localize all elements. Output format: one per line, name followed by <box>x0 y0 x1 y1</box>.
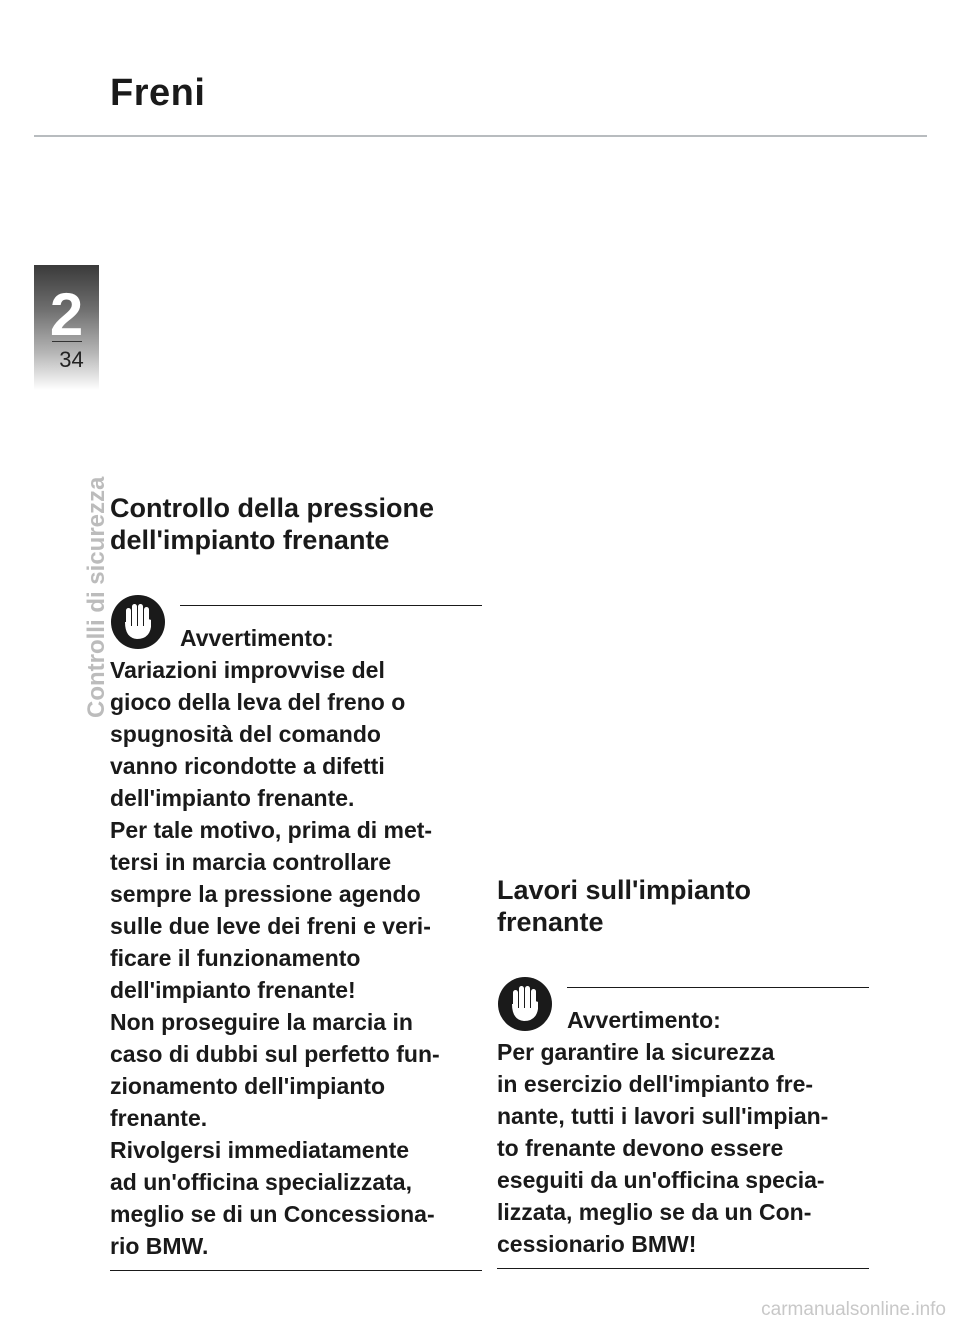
watermark: carmanualsonline.info <box>761 1299 946 1320</box>
chapter-tab <box>34 265 99 390</box>
section-side-label: Controlli di sicurezza <box>83 476 110 718</box>
stop-hand-icon <box>110 594 166 650</box>
warning-end-rule <box>497 1268 869 1269</box>
chapter-divider <box>52 341 82 342</box>
warning-label: Avvertimento: <box>180 625 334 651</box>
brake-pressure-section <box>110 492 482 1271</box>
stop-hand-icon <box>497 976 553 1032</box>
chapter-number: 2 <box>49 281 84 348</box>
brake-work-section <box>497 874 869 1269</box>
title-divider <box>34 135 927 137</box>
section-heading: Lavori sull'impianto frenante <box>497 875 751 937</box>
warning-end-rule <box>110 1270 482 1271</box>
warning-rule <box>567 987 869 988</box>
page-title: Freni <box>110 72 206 114</box>
page-number: 34 <box>59 347 84 372</box>
warning-header <box>497 976 869 1036</box>
warning-text: Per garantire la sicurezza in esercizio dell'impianto fre- nante, tutti i lavori sull'impian- to frenante devono essere eseguiti da un'officina specia- lizzata, meglio se da un Con- cessionario BMW! <box>497 1039 829 1257</box>
section-heading: Controllo della pressione dell'impianto frenante <box>110 493 435 555</box>
warning-text: Variazioni improvvise del gioco della leva del freno o spugnosità del comando vanno ricondotte a difetti dell'impianto frenante. Per tale motivo, prima di met- tersi in marcia controllare sempre la pressione agendo sulle due leve dei freni e veri- ficare il funzionamento dell'impianto frenante! Non proseguire la marcia in caso di dubbi sul perfetto fun- zionamento dell'impianto frenante. Rivolgersi immediatamente ad un'officina specializzata, meglio se di un Concessiona- rio BMW. <box>110 657 440 1259</box>
warning-rule <box>180 605 482 606</box>
warning-label: Avvertimento: <box>567 1007 721 1033</box>
warning-header <box>110 594 482 654</box>
